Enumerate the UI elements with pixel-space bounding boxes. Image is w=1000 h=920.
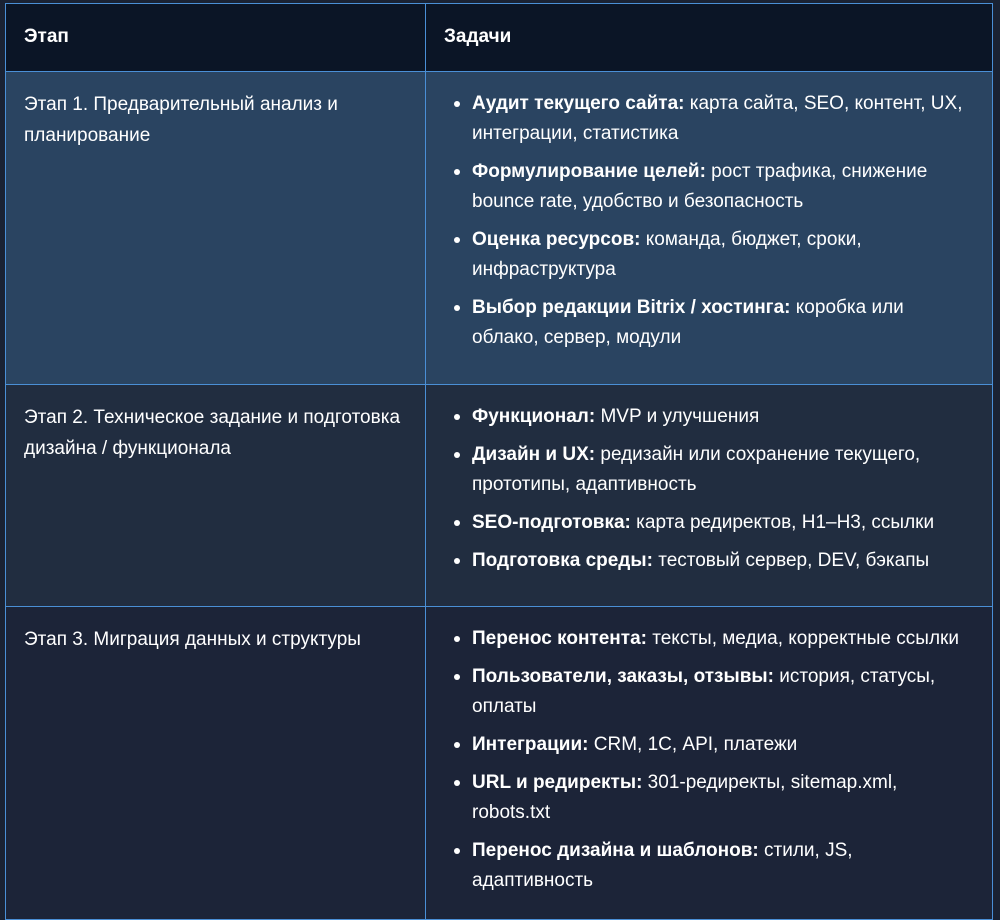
list-item	[472, 624, 974, 654]
task-list	[444, 607, 974, 896]
list-item	[472, 89, 974, 149]
stage-label: Этап 3. Миграция данных и структуры	[24, 629, 361, 650]
list-item	[472, 662, 974, 722]
list-item	[472, 402, 974, 432]
task-title: Дизайн и UX:	[472, 444, 596, 465]
task-title: Выбор редакции Bitrix / хостинга:	[472, 297, 791, 318]
task-title: Перенос контента:	[472, 628, 647, 649]
task-text: команда, бюджет, сроки, инфраструктура	[472, 229, 862, 280]
stage-label: Этап 1. Предварительный анализ и планирование	[24, 94, 338, 146]
task-text: редизайн или сохранение текущего, прототипы, адаптивность	[472, 444, 921, 495]
list-item	[472, 440, 974, 500]
column-header-tasks: Задачи	[426, 4, 993, 72]
list-item	[472, 730, 974, 760]
task-text: тестовый сервер, DEV, бэкапы	[652, 550, 930, 571]
task-title: Пользователи, заказы, отзывы:	[472, 666, 774, 687]
list-item	[472, 225, 974, 285]
task-title: URL и редиректы:	[472, 772, 643, 793]
stage-cell	[6, 607, 426, 920]
task-text: рост трафика, снижение bounce rate, удобство и безопасность	[472, 161, 928, 212]
tasks-cell	[426, 385, 993, 607]
list-item	[472, 508, 974, 538]
task-text: MVP и улучшения	[595, 406, 760, 427]
tasks-cell	[426, 607, 993, 920]
task-title: Подготовка среды:	[472, 550, 653, 571]
list-item	[472, 836, 974, 896]
task-list	[444, 385, 974, 576]
list-item	[472, 293, 974, 353]
task-title: Оценка ресурсов:	[472, 229, 641, 250]
tasks-cell	[426, 72, 993, 385]
task-text: CRM, 1С, API, платежи	[588, 734, 798, 755]
stages-table	[5, 3, 993, 920]
task-text: стили, JS, адаптивность	[472, 840, 853, 891]
list-item	[472, 768, 974, 828]
task-title: SEO-подготовка:	[472, 512, 631, 533]
task-text: карта редиректов, H1–H3, ссылки	[630, 512, 935, 533]
list-item	[472, 546, 974, 576]
task-list	[444, 72, 974, 353]
task-title: Функционал:	[472, 406, 596, 427]
task-text: тексты, медиа, корректные ссылки	[646, 628, 959, 649]
task-title: Аудит текущего сайта:	[472, 93, 685, 114]
table-row	[6, 72, 993, 385]
table-header-row	[6, 4, 993, 72]
task-title: Перенос дизайна и шаблонов:	[472, 840, 759, 861]
table-row	[6, 385, 993, 607]
stage-cell	[6, 385, 426, 607]
task-text: 301-редиректы, sitemap.xml, robots.txt	[472, 772, 898, 823]
task-text: коробка или облако, сервер, модули	[472, 297, 904, 348]
task-text: история, статусы, оплаты	[472, 666, 936, 717]
column-header-stage: Этап	[6, 4, 426, 72]
stage-label: Этап 2. Техническое задание и подготовка дизайна / функционала	[24, 407, 401, 459]
table-row	[6, 607, 993, 920]
task-title: Интеграции:	[472, 734, 589, 755]
task-text: карта сайта, SEO, контент, UX, интеграции, статистика	[472, 93, 963, 144]
stage-cell	[6, 72, 426, 385]
task-title: Формулирование целей:	[472, 161, 706, 182]
list-item	[472, 157, 974, 217]
